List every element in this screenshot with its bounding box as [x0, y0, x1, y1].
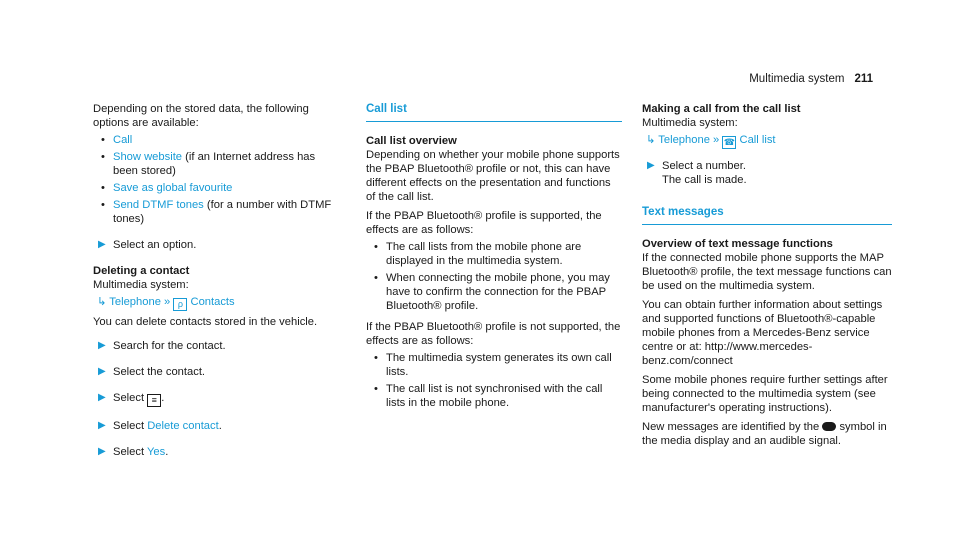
step-select-option — [93, 238, 341, 252]
list-item — [93, 181, 341, 195]
list-item — [93, 198, 341, 226]
text-msg-p4 — [642, 420, 892, 448]
column-right — [642, 102, 892, 448]
option-link[interactable]: Call — [113, 134, 133, 146]
list-item — [93, 133, 341, 147]
call-list-overview-heading: Call list overview — [366, 135, 457, 147]
list-item: • The multimedia system generates its own call lists. — [366, 351, 622, 379]
step-arrow-icon: ▶ — [98, 446, 106, 457]
list-item: • The call lists from the mobile phone are displayed in the multimedia system. — [366, 240, 622, 268]
step-text: Select — [113, 392, 145, 404]
step-delete-contact — [93, 419, 341, 433]
options-list — [93, 133, 341, 226]
column-middle — [366, 102, 622, 413]
menu-path — [93, 295, 341, 311]
page-number: 211 — [854, 73, 873, 85]
step-text: Select — [113, 446, 147, 458]
not-supported-text: If the PBAP Bluetooth® profile is not supported, the effects are as follows: — [366, 321, 621, 347]
step-arrow-icon: ▶ — [647, 160, 655, 171]
phone-icon: ☎ — [723, 137, 735, 147]
text-msg-p3: Some mobile phones require further settings after being connected to the multimedia system (see manufacturer's operating instructions). — [642, 374, 888, 414]
p4-text: symbol in the media display and an audible signal. — [642, 421, 887, 447]
list-item: • When connecting the mobile phone, you may have to confirm the connection for the PBAP Bluetooth® profile. — [366, 271, 622, 313]
path-telephone[interactable]: Telephone — [658, 134, 710, 146]
step-text: Select an option. — [113, 239, 197, 251]
option-link[interactable]: Send DTMF tones — [113, 199, 204, 211]
step-text: Select a number. — [662, 160, 746, 172]
delete-info: You can delete contacts stored in the vehicle. — [93, 316, 318, 328]
step-punct: . — [218, 420, 222, 432]
mm-system-label: Multimedia system: — [642, 117, 738, 129]
list-item: • The call list is not synchronised with the call lists in the mobile phone. — [366, 382, 622, 410]
text-msg-overview-heading: Overview of text message functions — [642, 238, 833, 250]
option-link[interactable]: Show website — [113, 151, 183, 163]
step-punct: . — [161, 392, 165, 404]
step-punct: . — [165, 446, 169, 458]
message-symbol-icon — [822, 422, 836, 431]
option-desc: (for a number with DTMF tones) — [113, 199, 332, 225]
text-messages-title: Text messages — [642, 205, 892, 225]
option-link[interactable]: Save as global favourite — [113, 182, 233, 194]
step-arrow-icon: ▶ — [98, 366, 106, 377]
path-separator: » — [713, 134, 720, 146]
path-arrow-icon: ↳ — [97, 296, 107, 308]
supported-text: If the PBAP Bluetooth® profile is supported, the effects are as follows: — [366, 210, 602, 236]
step-select-number — [642, 159, 892, 187]
page-header — [749, 72, 873, 86]
step-text: Select — [113, 420, 148, 432]
path-call-list[interactable]: Call list — [739, 134, 776, 146]
options-intro: Depending on the stored data, the following options are available: — [93, 103, 309, 129]
path-telephone[interactable]: Telephone — [109, 296, 161, 308]
making-call-heading: Making a call from the call list — [642, 103, 801, 115]
supported-list — [366, 240, 622, 313]
option-desc: (if an Internet address has been stored) — [113, 151, 316, 177]
list-item — [93, 150, 341, 178]
step-arrow-icon: ▶ — [98, 392, 106, 403]
yes-link[interactable]: Yes — [147, 446, 166, 458]
step-select-menu — [93, 391, 341, 407]
p4-text: New messages are identified by the — [642, 421, 820, 433]
step-text: Select the contact. — [113, 366, 206, 378]
path-arrow-icon: ↳ — [646, 134, 656, 146]
step-select-contact — [93, 365, 341, 379]
delete-contact-link[interactable]: Delete contact — [147, 420, 219, 432]
step-arrow-icon: ▶ — [98, 239, 106, 250]
header-title: Multimedia system — [749, 73, 845, 85]
call-list-title: Call list — [366, 102, 622, 122]
overview-text: Depending on whether your mobile phone supports the PBAP Bluetooth® profile or not, this can have different effects on the presentation and functions of the call list. — [366, 149, 620, 203]
step-result: The call is made. — [662, 174, 747, 186]
step-search — [93, 339, 341, 353]
step-arrow-icon: ▶ — [98, 340, 106, 351]
step-arrow-icon: ▶ — [98, 420, 106, 431]
search-icon: ρ — [173, 298, 187, 311]
column-left — [93, 102, 341, 459]
text-msg-p2: You can obtain further information about settings and supported functions of Bluetooth®-capable mobile phones from a Mercedes-Benz service centre or at: http://www.mercedes-benz.com/connect — [642, 299, 883, 367]
path-separator: » — [164, 296, 171, 308]
step-text: Search for the contact. — [113, 340, 226, 352]
menu-path — [642, 133, 892, 149]
text-msg-p1: If the connected mobile phone supports the MAP Bluetooth® profile, the text message functions can be used on the multimedia system. — [642, 252, 892, 292]
delete-heading: Deleting a contact — [93, 265, 190, 277]
not-supported-list — [366, 351, 622, 410]
path-contacts[interactable]: Contacts — [190, 296, 235, 308]
step-yes — [93, 445, 341, 459]
menu-icon: ≡ — [147, 394, 161, 407]
mm-system-label: Multimedia system: — [93, 279, 189, 291]
